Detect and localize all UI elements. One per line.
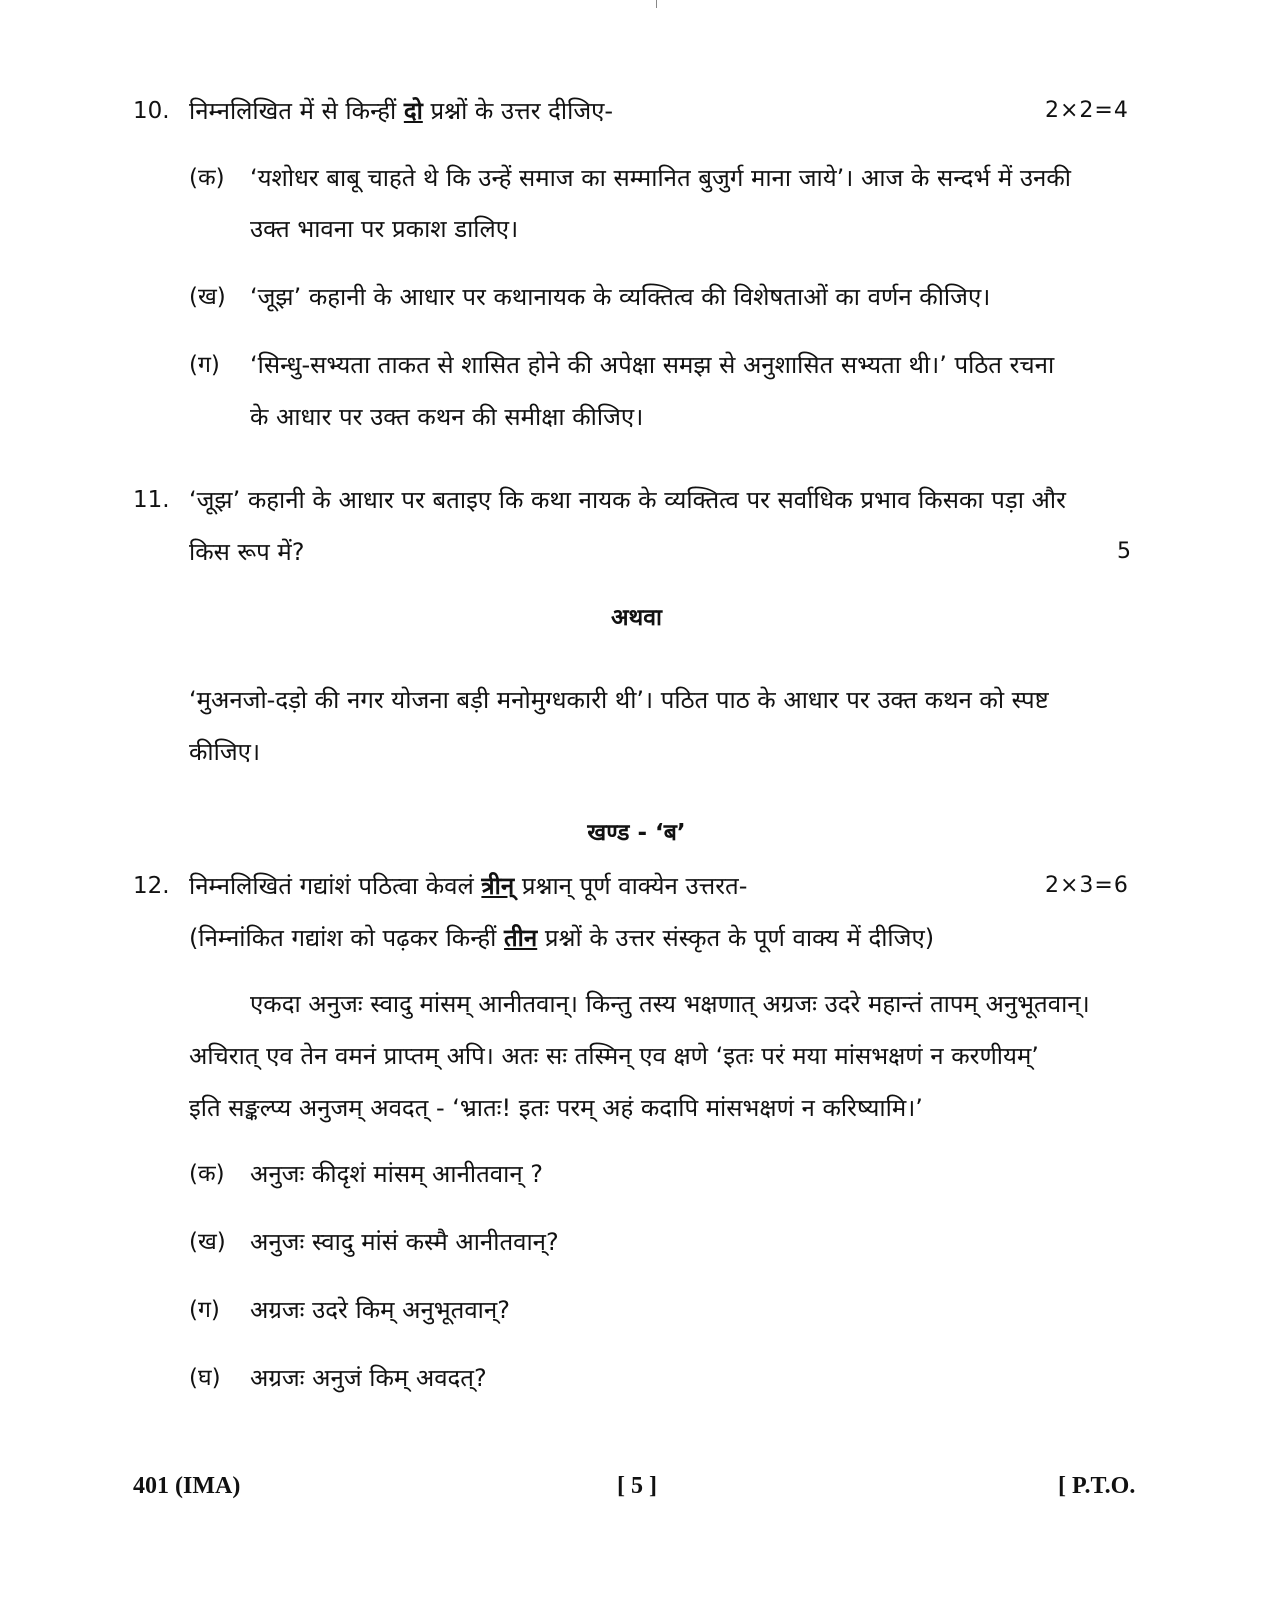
paper-code: 401 (IMA) bbox=[133, 1473, 241, 1499]
marks: 5 bbox=[1117, 539, 1132, 564]
sub-question-label: (घ) bbox=[189, 1365, 221, 1391]
alternate-question-text: ‘मुअनजो-दड़ो की नगर योजना बड़ी मनोमुग्धकारी थी’। पठित पाठ के आधार पर उक्त कथन को स्पष्ट bbox=[189, 686, 1049, 714]
sub-question-text: के आधार पर उक्त कथन की समीक्षा कीजिए। bbox=[250, 403, 644, 431]
emphasis-word: त्रीन् bbox=[481, 872, 515, 900]
or-heading: अथवा bbox=[610, 605, 662, 631]
sub-question-text: अनुजः कीदृशं मांसम् आनीतवान् ? bbox=[250, 1160, 544, 1188]
sub-question-text: ‘यशोधर बाबू चाहते थे कि उन्हें समाज का सम्मानित बुजुर्ग माना जाये’। आज के सन्दर्भ में उनकी bbox=[250, 164, 1072, 192]
marks: 2×2=4 bbox=[1045, 98, 1129, 123]
question-text: ‘जूझ’ कहानी के आधार पर बताइए कि कथा नायक के व्यक्तित्व पर सर्वाधिक प्रभाव किसका पड़ा और bbox=[189, 486, 1066, 514]
sub-question-text: अग्रजः उदरे किम् अनुभूतवान्? bbox=[250, 1296, 510, 1324]
sub-question-label: (ग) bbox=[189, 1297, 220, 1323]
question-number: 12. bbox=[133, 873, 170, 899]
passage-line: इति सङ्कल्प्य अनुजम् अवदत् - ‘भ्रातः! इतः परम् अहं कदापि मांसभक्षणं न करिष्यामि।’ bbox=[189, 1094, 923, 1122]
sub-question-text: ‘सिन्धु-सभ्यता ताकत से शासित होने की अपेक्षा समझ से अनुशासित सभ्यता थी।’ पठित रचना bbox=[250, 351, 1055, 379]
sub-question-text: अनुजः स्वादु मांसं कस्मै आनीतवान्? bbox=[250, 1228, 559, 1256]
section-heading: खण्ड - ‘ब’ bbox=[587, 820, 686, 846]
instruction-text: (निम्नांकित गद्यांश को पढ़कर किन्हीं तीन प्रश्नों के उत्तर संस्कृत के पूर्ण वाक्य में दीजिए) bbox=[189, 924, 935, 952]
emphasis-word: दो bbox=[403, 97, 423, 125]
question-number: 10. bbox=[133, 98, 170, 124]
sub-question-label: (क) bbox=[189, 165, 225, 191]
alternate-question-text: कीजिए। bbox=[189, 738, 261, 766]
please-turn-over: [ P.T.O. bbox=[1058, 1473, 1136, 1499]
top-tick-mark bbox=[656, 0, 657, 8]
sub-question-label: (ग) bbox=[189, 352, 220, 378]
sub-question-text: उक्त भावना पर प्रकाश डालिए। bbox=[250, 215, 519, 243]
sub-question-label: (ख) bbox=[189, 284, 226, 310]
sub-question-label: (क) bbox=[189, 1161, 225, 1187]
question-text: किस रूप में? bbox=[189, 538, 305, 566]
question-text: निम्नलिखित में से किन्हीं दो प्रश्नों के उत्तर दीजिए- bbox=[189, 97, 614, 125]
emphasis-word: तीन bbox=[504, 924, 538, 952]
passage-line: एकदा अनुजः स्वादु मांसम् आनीतवान्। किन्तु तस्य भक्षणात् अग्रजः उदरे महान्तं तापम् अनुभूतवान्। bbox=[250, 990, 1090, 1018]
page-number: [ 5 ] bbox=[617, 1473, 657, 1499]
question-number: 11. bbox=[133, 487, 170, 513]
passage-line: अचिरात् एव तेन वमनं प्राप्तम् अपि। अतः सः तस्मिन् एव क्षणे ‘इतः परं मया मांसभक्षणं न करणीयम्’ bbox=[189, 1042, 1039, 1070]
sub-question-text: अग्रजः अनुजं किम् अवदत्? bbox=[250, 1364, 487, 1392]
question-text: निम्नलिखितं गद्यांशं पठित्वा केवलं त्रीन् प्रश्नान् पूर्ण वाक्येन उत्तरत- bbox=[189, 872, 748, 900]
sub-question-label: (ख) bbox=[189, 1229, 226, 1255]
sub-question-text: ‘जूझ’ कहानी के आधार पर कथानायक के व्यक्तित्व की विशेषताओं का वर्णन कीजिए। bbox=[250, 283, 991, 311]
marks: 2×3=6 bbox=[1045, 873, 1129, 898]
